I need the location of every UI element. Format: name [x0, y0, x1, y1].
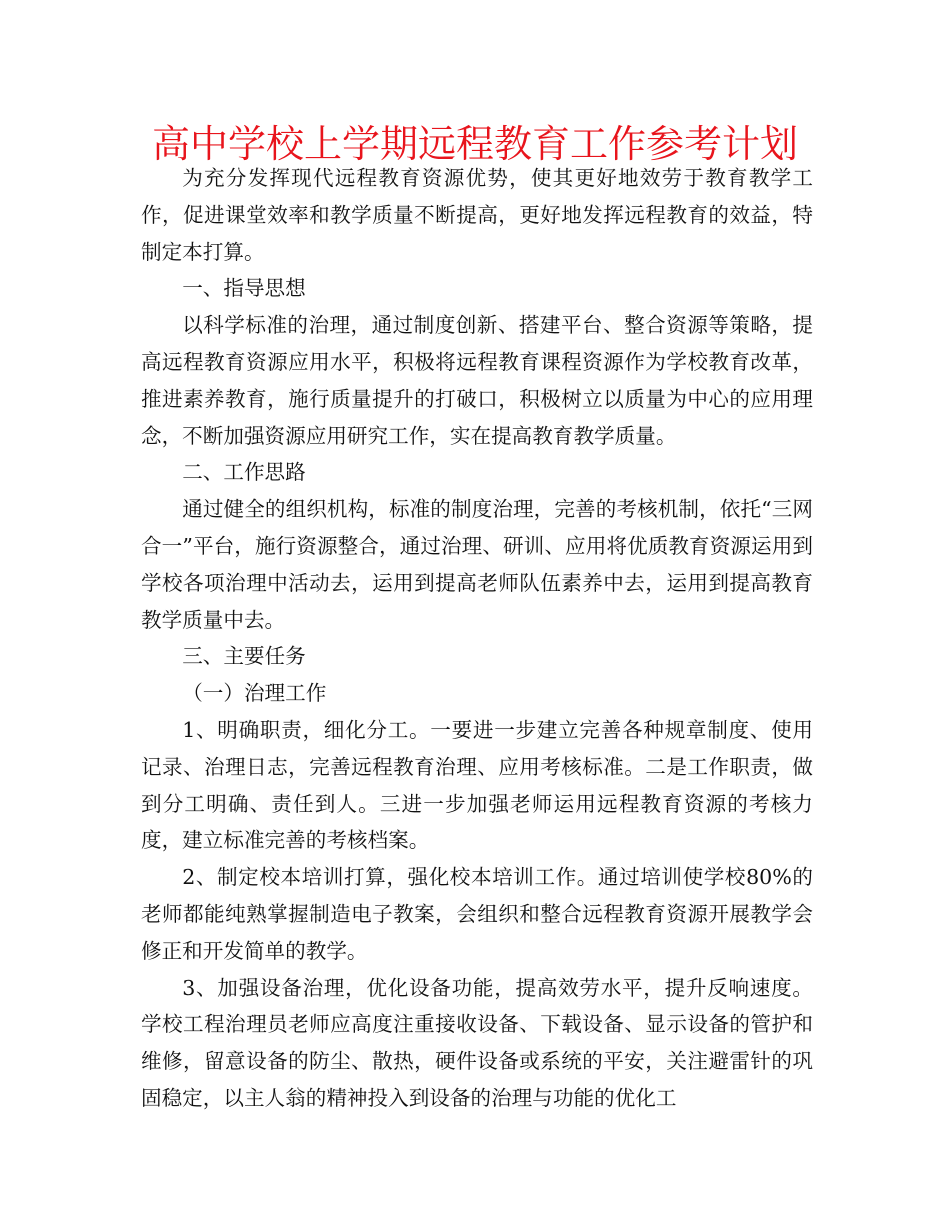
paragraph-item-1: 1、明确职责，细化分工。一要进一步建立完善各种规章制度、使用记录、治理日志，完善远程教育治理、应用考核标准。二是工作职责，做到分工明确、责任到人。三进一步加强老师运用远程教育资源的考核力度，建立标准完善的考核档案。 [141, 717, 813, 853]
subsection-heading-management: （一）治理工作 [182, 681, 327, 706]
document-body [141, 160, 813, 1117]
section-heading-work-approach: 二、工作思路 [182, 460, 306, 485]
paragraph-item-2: 2、制定校本培训打算，强化校本培训工作。通过培训使学校80%的老师都能纯熟掌握制造电子教案，会组织和整合远程教育资源开展教学会修正和开发简单的教学。 [141, 865, 813, 963]
paragraph-work-approach: 通过健全的组织机构，标准的制度治理，完善的考核机制，依托“三网合一”平台，施行资源整合，通过治理、研训、应用将优质教育资源运用到学校各项治理中活动去，运用到提高老师队伍素养中去，运用到提高教育教学质量中去。 [141, 497, 813, 632]
paragraph-intro: 为充分发挥现代远程教育资源优势，使其更好地效劳于教育教学工作，促进课堂效率和教学质量不断提高，更好地发挥远程教育的效益，特制定本打算。 [141, 166, 813, 264]
paragraph-guiding-thought: 以科学标准的治理，通过制度创新、搭建平台、整合资源等策略，提高远程教育资源应用水平，积极将远程教育课程资源作为学校教育改革，推进素养教育，施行质量提升的打破口，积极树立以质量为中心的应用理念，不断加强资源应用研究工作，实在提高教育教学质量。 [141, 313, 813, 448]
section-heading-guiding-thought: 一、指导思想 [182, 276, 306, 301]
section-heading-main-tasks: 三、主要任务 [182, 644, 306, 669]
document-title: 高中学校上学期远程教育工作参考计划 [151, 122, 798, 166]
paragraph-item-3: 3、加强设备治理，优化设备功能，提高效劳水平，提升反响速度。学校工程治理员老师应高度注重接收设备、下载设备、显示设备的管护和维修，留意设备的防尘、散热，硬件设备或系统的平安，关注避雷针的巩固稳定，以主人翁的精神投入到设备的治理与功能的优化工 [141, 975, 813, 1110]
